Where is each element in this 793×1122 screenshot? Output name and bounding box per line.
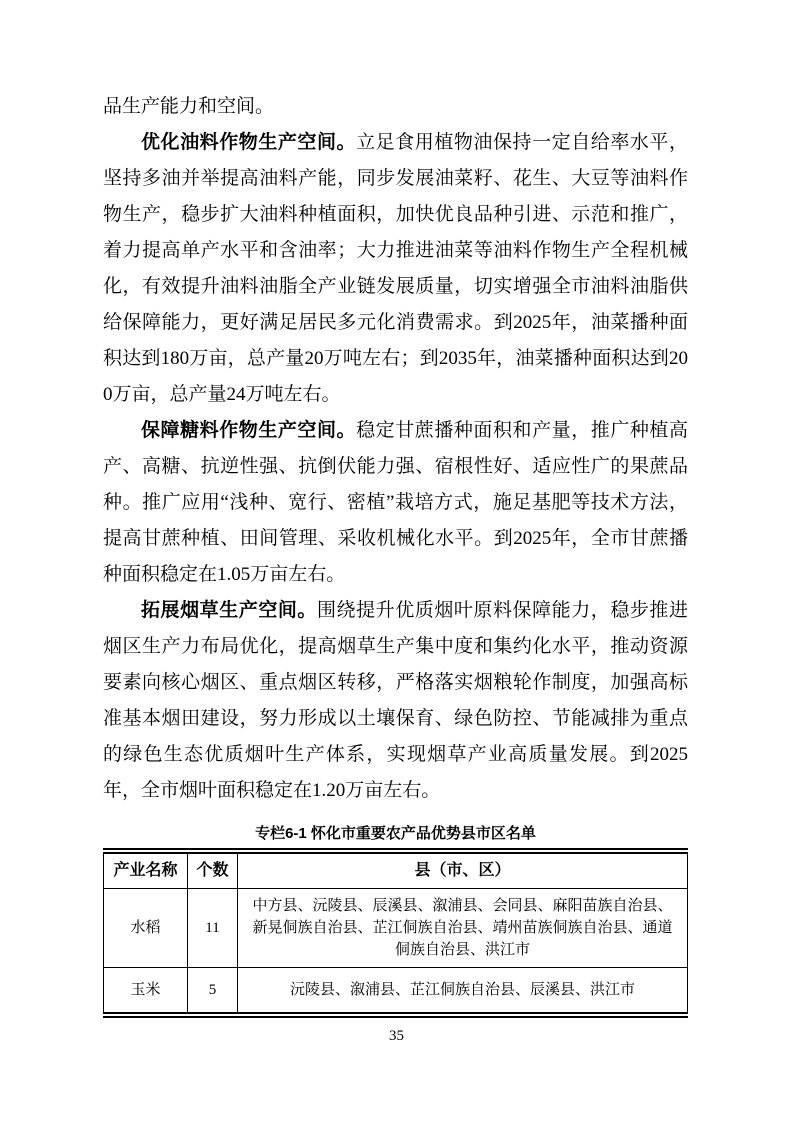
paragraph-lead: 拓展烟草生产空间。 xyxy=(141,600,317,621)
paragraph-body: 围绕提升优质烟叶原料保障能力，稳步推进烟区生产力布局优化，提高烟草生产集中度和集约化水平，推动资源要素向核心烟区、重点烟区转移，严格落实烟粮轮作制度，加强高标准基本烟田建设，努力形成以土壤保育、绿色防控、节能减排为重点的绿色生态优质烟叶生产体系，实现烟草产业高质量发展。到2025年，全市烟叶面积稳定在1.20万亩左右。 xyxy=(103,600,688,801)
paragraph-sugar-crops xyxy=(103,413,688,593)
paragraph-lead: 优化油料作物生产空间。 xyxy=(141,132,357,153)
paragraph-lead: 保障糖料作物生产空间。 xyxy=(141,420,357,441)
col-header-count: 个数 xyxy=(188,851,238,889)
cell-count: 11 xyxy=(188,889,238,968)
paragraph-body: 立足食用植物油保持一定自给率水平，坚持多油并举提高油料产能，同步发展油菜籽、花生、大豆等油料作物生产，稳步扩大油料种植面积，加快优良品种引进、示范和推广，着力提高单产水平和含油率；大力推进油菜等油料作物生产全程机械化，有效提升油料油脂全产业链发展质量，切实增强全市油料油脂供给保障能力，更好满足居民多元化消费需求。到2025年，油菜播种面积达到180万亩，总产量20万吨左右；到2035年，油菜播种面积达到200万亩，总产量24万吨左右。 xyxy=(103,132,688,405)
paragraph-oilseed-crops xyxy=(103,125,688,413)
body-text xyxy=(103,89,688,1018)
cell-counties: 中方县、沅陵县、辰溪县、溆浦县、会同县、麻阳苗族自治县、新晃侗族自治县、芷江侗族自治县、靖州苗族侗族自治县、通道侗族自治县、洪江市 xyxy=(238,889,688,968)
cell-industry: 水稻 xyxy=(104,889,188,968)
col-header-counties: 县（市、区） xyxy=(238,851,688,889)
paragraph-continuation: 品生产能力和空间。 xyxy=(103,96,275,117)
table-row xyxy=(104,968,688,1016)
cell-industry: 玉米 xyxy=(104,968,188,1016)
cell-counties: 沅陵县、溆浦县、芷江侗族自治县、辰溪县、洪江市 xyxy=(238,968,688,1016)
paragraph-tobacco xyxy=(103,593,688,809)
table-header-row xyxy=(104,851,688,889)
table-caption: 专栏6-1 怀化市重要农产品优势县市区名单 xyxy=(255,825,536,842)
col-header-industry: 产业名称 xyxy=(104,851,188,889)
cell-count: 5 xyxy=(188,968,238,1016)
advantage-counties-table xyxy=(103,848,688,1018)
paragraph-body: 稳定甘蔗播种面积和产量，推广种植高产、高糖、抗逆性强、抗倒伏能力强、宿根性好、适应性广的果蔗品种。推广应用“浅种、宽行、密植”栽培方式，施足基肥等技术方法，提高甘蔗种植、田间管理、采收机械化水平。到2025年，全市甘蔗播种面积稳定在1.05万亩左右。 xyxy=(103,420,688,585)
table-row xyxy=(104,889,688,968)
page-number: 35 xyxy=(389,1028,404,1044)
